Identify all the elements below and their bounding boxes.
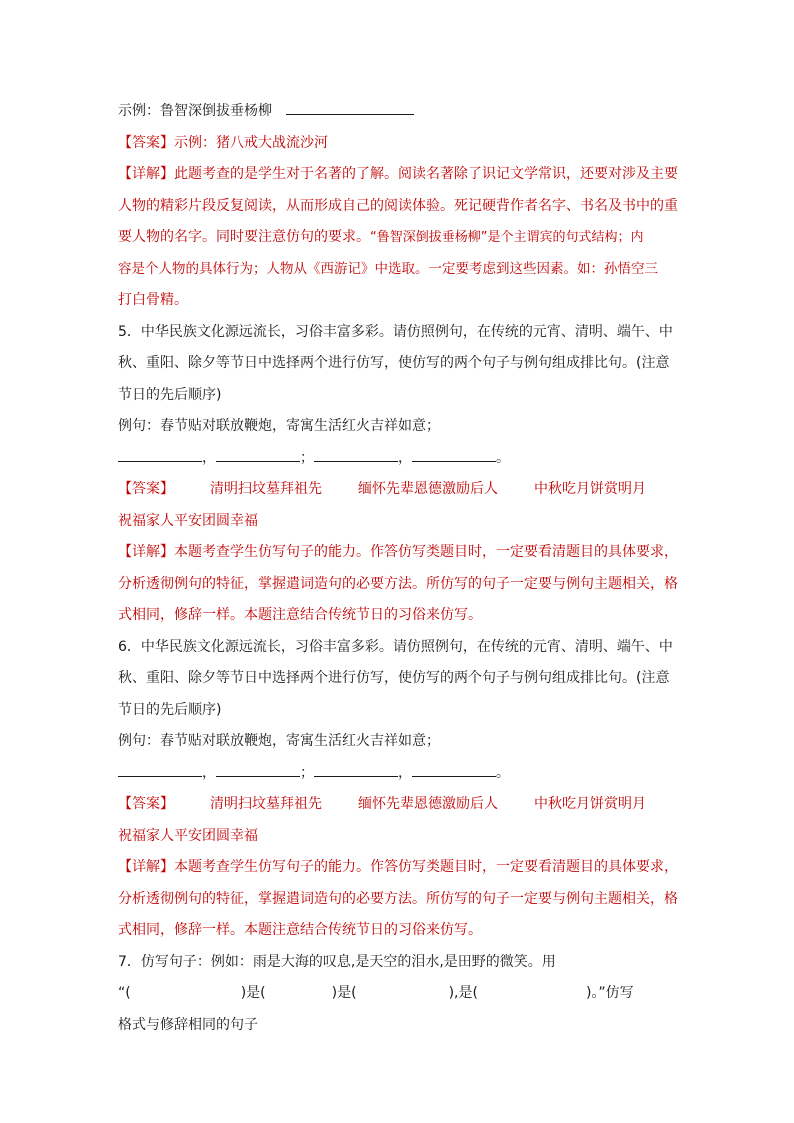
- q4-detail-text: “鲁智深倒拔垂杨柳”是个主谓宾的句式结构；内: [370, 230, 644, 245]
- q4-detail-line-1: [118, 159, 678, 191]
- q6-answer-2: 缅怀先辈恩德激励后人: [358, 796, 498, 812]
- q6-answer-line: [118, 789, 678, 821]
- q5-detail-line-3: 式相同，修辞一样。本题注意结合传统节日的习俗来仿写。: [118, 607, 482, 623]
- q6-answer-cont: 祝福家人平安团圆幸福: [118, 827, 258, 844]
- q4-example: 示例：鲁智深倒拔垂杨柳: [118, 103, 272, 119]
- q6-detail-tag: 【详解】: [118, 859, 174, 875]
- q5-detail-tag: 【详解】: [118, 544, 174, 560]
- q6-detail-line-3: 式相同，修辞一样。本题注意结合传统节日的习俗来仿写。: [118, 922, 482, 938]
- q5-blank-4[interactable]: [412, 445, 496, 462]
- q5-answer-2: 缅怀先辈恩德激励后人: [358, 481, 498, 497]
- q5-semicolon: ；: [300, 449, 314, 466]
- q5-comma-1: ，: [202, 449, 216, 466]
- q7-line-3: 格式与修辞相同的句子: [118, 1016, 258, 1033]
- q5-period: 。: [496, 449, 510, 466]
- document-page: [118, 96, 678, 1041]
- q5-answer-1: 清明扫坟墓拜祖先: [210, 481, 322, 497]
- q6-question-line-2: 秋、重阳、除夕等节日中选择两个进行仿写，使仿写的两个句子与例句组成排比句。(注意: [118, 670, 670, 686]
- q4-answer: 示例：猪八戒大战流沙河: [174, 134, 328, 151]
- q4-detail-line-5: 打白骨精。: [118, 292, 188, 308]
- q6-comma-2: ，: [398, 764, 412, 781]
- q6-example: 例句：春节贴对联放鞭炮，寄寓生活红火吉祥如意；: [118, 733, 440, 749]
- q4-detail-tag: 【详解】: [118, 166, 174, 182]
- q6-blank-1[interactable]: [118, 760, 202, 777]
- q5-blank-3[interactable]: [314, 445, 398, 462]
- q4-example-line: [118, 96, 678, 128]
- q6-answer-tag: 【答案】: [118, 796, 174, 812]
- q6-question-line-1: 6．中华民族文化源远流长，习俗丰富多彩。请仿照例句，在传统的元宵、清明、端午、中: [118, 638, 673, 655]
- q5-detail-text: 本题考查学生仿写句子的能力。作答仿写类题目时，一定要看清题目的具体要求，: [174, 544, 678, 560]
- q7-shi-1: )是(: [240, 985, 266, 1001]
- q4-detail-line-4: 容是个人物的具体行为；人物从《西游记》中选取。一定要考虑到这些因素。如：孙悟空三: [118, 260, 658, 277]
- q6-answer-3: 中秋吃月饼赏明月: [534, 796, 646, 812]
- q5-answer-3: 中秋吃月饼赏明月: [534, 481, 646, 497]
- q6-period: 。: [496, 764, 510, 781]
- q6-blank-2[interactable]: [216, 760, 300, 777]
- q5-question-line-1: 5．中华民族文化源远流长，习俗丰富多彩。请仿照例句，在传统的元宵、清明、端午、中: [118, 323, 673, 340]
- q7-shi-2: )是(: [331, 985, 357, 1001]
- q4-detail-line-3: [118, 222, 678, 254]
- q6-blank-4[interactable]: [412, 760, 496, 777]
- q4-detail-text: 此题考查的是学生对于名著的了解。阅读名著除了识记文学常识，还要对涉及主要: [174, 166, 678, 182]
- q6-semicolon: ；: [300, 764, 314, 781]
- q6-detail-text: 本题考查学生仿写句子的能力。作答仿写类题目时，一定要看清题目的具体要求，: [174, 859, 678, 875]
- q4-blank[interactable]: [286, 98, 414, 115]
- q6-comma-1: ，: [202, 764, 216, 781]
- q6-detail-line-2: 分析透彻例句的特征，掌握遣词造句的必要方法。所仿写的句子一定要与例句主题相关，格: [118, 890, 678, 907]
- q4-answer-line: [118, 128, 678, 160]
- q5-detail-line-1: [118, 537, 678, 569]
- q5-answer-line: [118, 474, 678, 506]
- q5-example: 例句：春节贴对联放鞭炮，寄寓生活红火吉祥如意；: [118, 418, 440, 434]
- q7-shi-3: ),是(: [448, 985, 478, 1001]
- q7-line-2: [118, 978, 678, 1010]
- q7-open-quote: “(: [118, 985, 131, 1001]
- q6-question-line-3: 节日的先后顺序): [118, 701, 222, 718]
- q7-close: )。”仿写: [585, 985, 634, 1001]
- q5-answer-cont: 祝福家人平安团圆幸福: [118, 512, 258, 529]
- q5-blank-2[interactable]: [216, 445, 300, 462]
- q5-blanks-line: [118, 443, 678, 475]
- q5-detail-line-2: 分析透彻例句的特征，掌握遣词造句的必要方法。所仿写的句子一定要与例句主题相关，格: [118, 575, 678, 592]
- q5-question-line-3: 节日的先后顺序): [118, 386, 222, 403]
- q6-detail-line-1: [118, 852, 678, 884]
- q4-detail-text: 要人物的名字。同时要注意仿句的要求。: [118, 229, 370, 245]
- q6-answer-1: 清明扫坟墓拜祖先: [210, 796, 322, 812]
- q4-answer-tag: 【答案】: [118, 134, 174, 151]
- q5-comma-2: ，: [398, 449, 412, 466]
- q4-detail-line-2: 人物的精彩片段反复阅读，从而形成自己的阅读体验。死记硬背作者名字、书名及书中的重: [118, 197, 678, 214]
- q7-line-1: 7．仿写句子：例如：雨是大海的叹息,是天空的泪水,是田野的微笑。用: [118, 953, 556, 970]
- q6-blanks-line: [118, 758, 678, 790]
- q5-answer-tag: 【答案】: [118, 481, 174, 497]
- q6-blank-3[interactable]: [314, 760, 398, 777]
- q5-blank-1[interactable]: [118, 445, 202, 462]
- q5-question-line-2: 秋、重阳、除夕等节日中选择两个进行仿写，使仿写的两个句子与例句组成排比句。(注意: [118, 355, 670, 371]
